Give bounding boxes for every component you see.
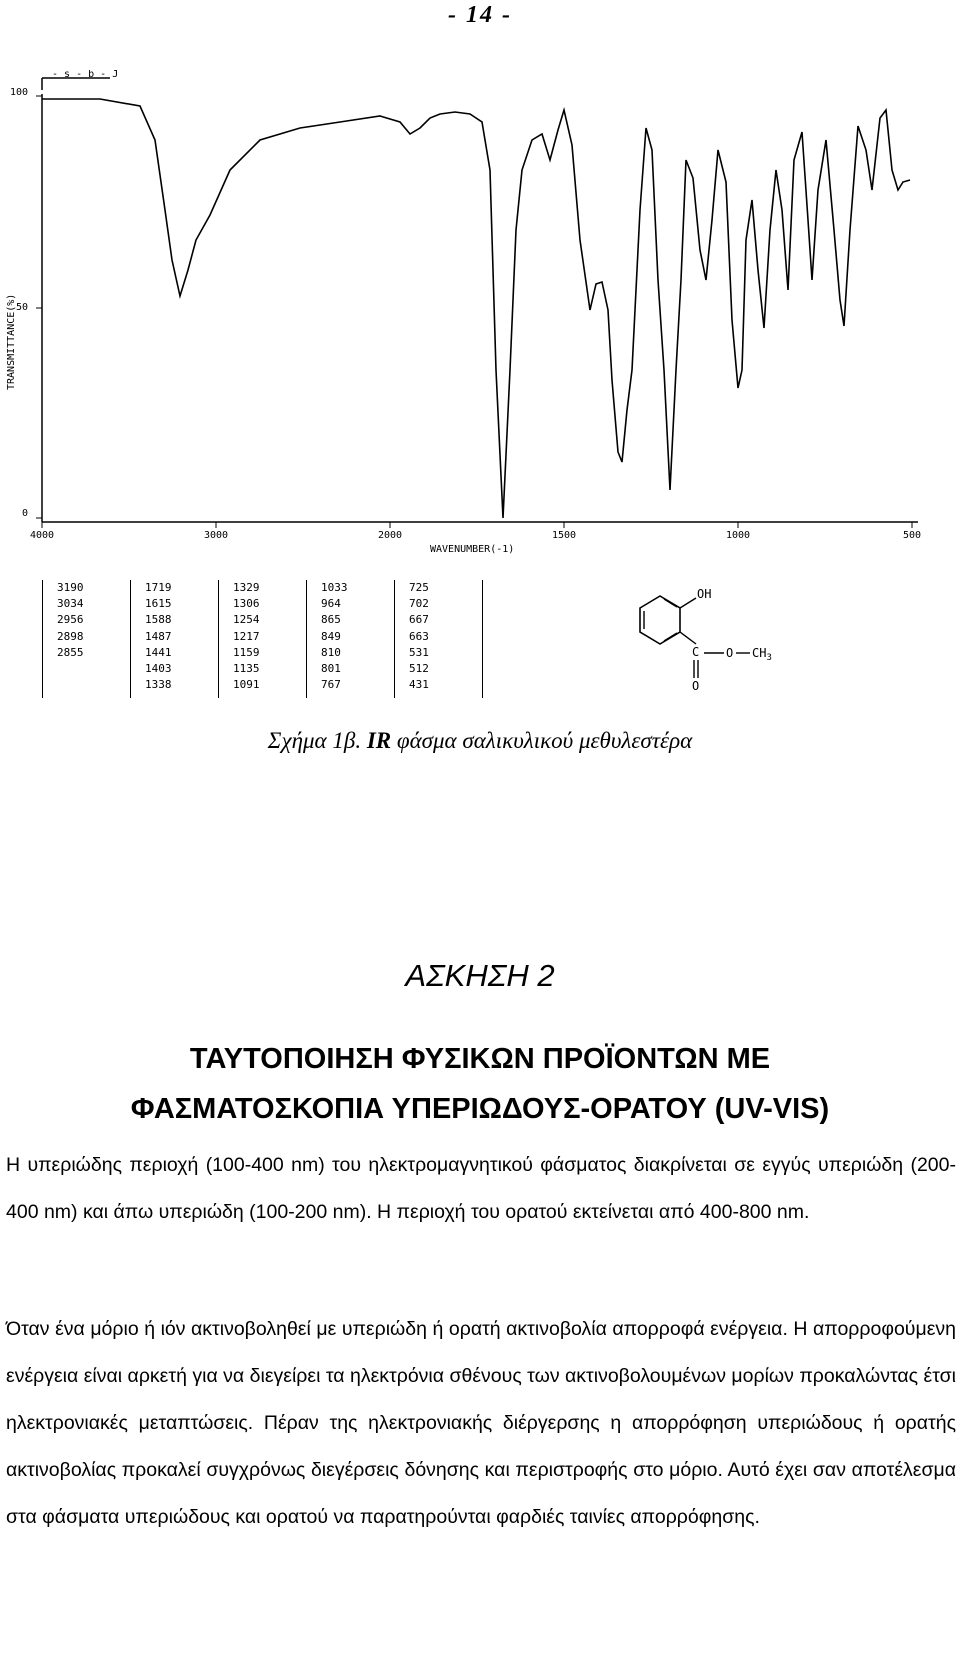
peak-value: 3034	[57, 597, 84, 611]
ester-oxygen-label: O	[726, 646, 734, 660]
peak-value: 1091	[233, 678, 260, 692]
subtitle-line-2: ΦΑΣΜΑΤΟΣΚΟΠΙΑ ΥΠΕΡΙΩΔΟΥΣ-ΟΡΑΤΟΥ (UV-VIS)	[130, 1093, 830, 1125]
peak-column-4	[306, 580, 348, 698]
peak-column-5	[394, 580, 429, 698]
peak-value: 2956	[57, 613, 84, 627]
y-tick-100: 100	[10, 87, 29, 98]
peak-value: 512	[409, 662, 429, 676]
page-number: - 14 -	[448, 2, 512, 28]
x-tick-2000: 2000	[378, 530, 403, 541]
peak-value: 531	[409, 645, 429, 659]
peak-value: 2898	[57, 629, 84, 643]
peak-value: 2855	[57, 645, 84, 659]
peak-value: 667	[409, 613, 429, 627]
section-title: ΑΣΚΗΣΗ 2	[405, 958, 555, 993]
peak-value: 1588	[145, 613, 172, 627]
section-subtitle	[0, 1034, 960, 1134]
peak-value: 767	[321, 678, 341, 692]
x-tick-4000: 4000	[30, 530, 55, 541]
peak-value: 1254	[233, 613, 260, 627]
peak-value: 702	[409, 597, 429, 611]
methyl-label: $CH_3$	[752, 646, 772, 663]
peak-value: 1033	[321, 581, 348, 594]
peak-value: 964	[321, 597, 341, 611]
caption-rest: φάσμα σαλικυλικού μεθυλεστέρα	[391, 728, 693, 753]
peak-value: 1719	[145, 581, 172, 594]
peak-value: 1441	[145, 645, 172, 659]
spectrum-trace	[42, 99, 910, 518]
x-tick-1500: 1500	[552, 530, 577, 541]
caption-prefix: Σχήμα 1β.	[267, 728, 367, 753]
x-tick-1000: 1000	[726, 530, 751, 541]
spectrum-header-fragment: - s - b - J	[52, 70, 119, 80]
peak-value: 1217	[233, 629, 260, 643]
x-tick-3000: 3000	[204, 530, 229, 541]
peak-value: 801	[321, 662, 341, 676]
y-tick-0: 0	[22, 508, 29, 519]
peak-value: 1338	[145, 678, 172, 692]
x-axis-label: WAVENUMBER(-1)	[430, 544, 515, 555]
peak-value: 1159	[233, 645, 260, 659]
peak-value: 865	[321, 613, 341, 627]
peak-value: 663	[409, 629, 429, 643]
peak-value: 810	[321, 645, 341, 659]
peak-value: 1135	[233, 662, 260, 676]
x-tick-500: 500	[903, 530, 922, 541]
peak-column-1	[42, 580, 84, 698]
peak-table	[42, 580, 502, 698]
y-tick-50: 50	[16, 302, 29, 313]
paragraph-1: Η υπεριώδης περιοχή (100-400 nm) του ηλεκτρομαγνητικού φάσματος διακρίνεται σε εγγύς υπεριώδη (200-400 nm) και άπω υπεριώδη (100-200 nm). Η περιοχή του ορατού εκτείνεται από 400-800 nm.	[6, 1154, 956, 1223]
peak-value: 725	[409, 581, 429, 594]
peak-value: 3190	[57, 581, 84, 594]
peak-value: 1306	[233, 597, 260, 611]
figure-caption	[0, 728, 960, 754]
paragraph-2: Όταν ένα μόριο ή ιόν ακτινοβοληθεί με υπεριώδη ή ορατή ακτινοβολία απορροφά ενέργεια. Η απορροφούμενη ενέργεια είναι αρκετή για να διεγείρει τα ηλεκτρόνια σθένους των ακτινοβολουμένων μορίων προκαλώντας έτσι ηλεκτρονιακές μεταπτώσεις. Πέραν της ηλεκτρονιακής διέργερσης η απορρόφηση υπεριώδους ή ορατής ακτινοβολίας προκαλεί συγχρόνως διεγέρσεις δόνησης και περιστροφής στο μόριο. Αυτό έχει σαν αποτέλεσμα στα φάσματα υπεριώδους και ορατού να παρατηρούνται φαρδιές ταινίες απορρόφησης.	[6, 1318, 956, 1528]
y-axis-label: TRANSMITTANCE(%)	[6, 293, 17, 390]
subtitle-line-1: ΤΑΥΤΟΠΟΙΗΣΗ ΦΥΣΙΚΩΝ ΠΡΟΪΟΝΤΩΝ ΜΕ	[189, 1043, 771, 1075]
peak-value: 1615	[145, 597, 172, 611]
peak-value: 431	[409, 678, 429, 692]
caption-bold: IR	[366, 728, 392, 753]
peak-column-3	[218, 580, 260, 698]
peak-value: 849	[321, 629, 341, 643]
peak-value: 1403	[145, 662, 172, 676]
carbon-label: C	[692, 645, 700, 659]
oh-label: OH	[697, 587, 712, 601]
peak-value: 1329	[233, 581, 260, 594]
molecule-structure	[620, 586, 820, 696]
carbonyl-oxygen-label: O	[692, 679, 700, 693]
peak-column-end	[482, 580, 483, 698]
peak-column-2	[130, 580, 172, 698]
peak-value: 1487	[145, 629, 172, 643]
